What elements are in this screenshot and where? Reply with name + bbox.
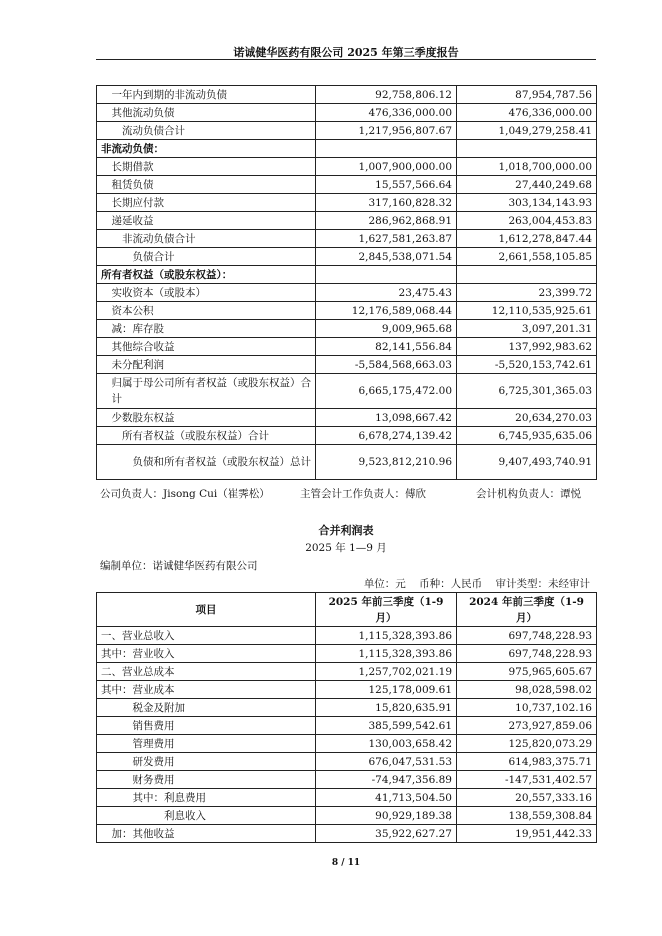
table-row <box>97 735 597 753</box>
current-value: 6,665,175,472.00 <box>316 374 457 409</box>
table-row <box>97 374 597 409</box>
prior-value: 23,399.72 <box>457 284 597 302</box>
table-row <box>97 825 597 843</box>
prior-value: 6,725,301,365.03 <box>457 374 597 409</box>
row-label: 管理费用 <box>97 735 316 753</box>
row-label: 非流动负债： <box>97 140 316 158</box>
table-row <box>97 230 597 248</box>
row-label: 递延收益 <box>97 212 316 230</box>
table-row <box>97 248 597 266</box>
current-value: 286,962,868.91 <box>316 212 457 230</box>
current-value: 130,003,658.42 <box>316 735 457 753</box>
row-label: 其中：营业成本 <box>97 681 316 699</box>
current-value: 6,678,274,139.42 <box>316 427 457 445</box>
row-label: 一、营业总收入 <box>97 627 316 645</box>
row-label: 负债合计 <box>97 248 316 266</box>
current-value: -74,947,356.89 <box>316 771 457 789</box>
prior-value: 10,737,102.16 <box>457 699 597 717</box>
prior-value: 20,634,270.03 <box>457 409 597 427</box>
current-value: 12,176,589,068.44 <box>316 302 457 320</box>
current-value: 35,922,627.27 <box>316 825 457 843</box>
prior-value: 125,820,073.29 <box>457 735 597 753</box>
table-row <box>97 427 597 445</box>
row-label: 研发费用 <box>97 753 316 771</box>
table-row <box>97 663 597 681</box>
row-label: 归属于母公司所有者权益（或股东权益）合计 <box>97 374 316 409</box>
prior-value: 303,134,143.93 <box>457 194 597 212</box>
current-value: 82,141,556.84 <box>316 338 457 356</box>
table-row <box>97 717 597 735</box>
table-row <box>97 194 597 212</box>
company-head: 公司负责人：Jisong Cui（崔霁松） <box>100 488 270 500</box>
current-value: 15,820,635.91 <box>316 699 457 717</box>
income-statement-title: 合并利润表 <box>318 524 374 537</box>
table-row <box>97 158 597 176</box>
current-value: 125,178,009.61 <box>316 681 457 699</box>
current-value: 1,115,328,393.86 <box>316 645 457 663</box>
prior-value: 20,557,333.16 <box>457 789 597 807</box>
current-value: 317,160,828.32 <box>316 194 457 212</box>
preparing-company: 编制单位：诺诚健华医药有限公司 <box>100 560 258 572</box>
current-value: 1,257,702,021.19 <box>316 663 457 681</box>
current-value: 1,627,581,263.87 <box>316 230 457 248</box>
income-statement-period: 2025 年 1—9 月 <box>305 542 387 554</box>
prior-value: 6,745,935,635.06 <box>457 427 597 445</box>
table-row <box>97 356 597 374</box>
prior-value: 98,028,598.02 <box>457 681 597 699</box>
prior-value: 476,336,000.00 <box>457 104 597 122</box>
prior-value: 87,954,787.56 <box>457 86 597 104</box>
accounting-dept-head: 会计机构负责人：谭悦 <box>476 488 581 500</box>
prior-value: 12,110,535,925.61 <box>457 302 597 320</box>
prior-value: 1,612,278,847.44 <box>457 230 597 248</box>
prior-value <box>457 266 597 284</box>
table-row <box>97 771 597 789</box>
table-row <box>97 681 597 699</box>
prior-value: 9,407,493,740.91 <box>457 445 597 480</box>
row-label: 长期应付款 <box>97 194 316 212</box>
row-label: 其他流动负债 <box>97 104 316 122</box>
prior-value: -5,520,153,742.61 <box>457 356 597 374</box>
table-row <box>97 266 597 284</box>
row-label: 非流动负债合计 <box>97 230 316 248</box>
row-label: 财务费用 <box>97 771 316 789</box>
accounting-head: 主管会计工作负责人：傅欣 <box>300 488 426 500</box>
report-header: 诺诚健华医药有限公司 2025 年第三季度报告 <box>233 46 459 59</box>
current-value <box>316 266 457 284</box>
table-row <box>97 140 597 158</box>
row-label: 销售费用 <box>97 717 316 735</box>
current-value: 9,523,812,210.96 <box>316 445 457 480</box>
prior-value: 273,927,859.06 <box>457 717 597 735</box>
prior-value: 2,661,558,105.85 <box>457 248 597 266</box>
prior-value: 27,440,249.68 <box>457 176 597 194</box>
prior-value <box>457 140 597 158</box>
row-label: 流动负债合计 <box>97 122 316 140</box>
table-row <box>97 176 597 194</box>
balance-sheet-table <box>96 85 597 480</box>
prior-value: 137,992,983.62 <box>457 338 597 356</box>
prior-value: 697,748,228.93 <box>457 645 597 663</box>
row-label: 利息收入 <box>97 807 316 825</box>
current-value: 476,336,000.00 <box>316 104 457 122</box>
current-value: -5,584,568,663.03 <box>316 356 457 374</box>
row-label: 二、营业总成本 <box>97 663 316 681</box>
row-label: 减：库存股 <box>97 320 316 338</box>
table-row <box>97 753 597 771</box>
page-number: 8 / 11 <box>331 858 361 868</box>
table-row <box>97 86 597 104</box>
prior-value: 19,951,442.33 <box>457 825 597 843</box>
prior-value: -147,531,402.57 <box>457 771 597 789</box>
current-value: 92,758,806.12 <box>316 86 457 104</box>
row-label: 所有者权益（或股东权益）合计 <box>97 427 316 445</box>
table-row <box>97 627 597 645</box>
current-value <box>316 140 457 158</box>
table-row <box>97 807 597 825</box>
table-row <box>97 320 597 338</box>
prior-value: 697,748,228.93 <box>457 627 597 645</box>
col-prior-header: 2024 年前三季度（1-9 月） <box>457 593 597 627</box>
col-current-header: 2025 年前三季度（1-9 月） <box>316 593 457 627</box>
table-row <box>97 645 597 663</box>
row-label: 实收资本（或股本） <box>97 284 316 302</box>
row-label: 长期借款 <box>97 158 316 176</box>
row-label: 其中：营业收入 <box>97 645 316 663</box>
row-label: 资本公积 <box>97 302 316 320</box>
table-row <box>97 409 597 427</box>
current-value: 41,713,504.50 <box>316 789 457 807</box>
current-value: 385,599,542.61 <box>316 717 457 735</box>
current-value: 676,047,531.53 <box>316 753 457 771</box>
prior-value: 263,004,453.83 <box>457 212 597 230</box>
table-row <box>97 122 597 140</box>
table-row <box>97 445 597 480</box>
prior-value: 1,049,279,258.41 <box>457 122 597 140</box>
header-divider <box>96 59 596 60</box>
table-row <box>97 284 597 302</box>
table-row <box>97 212 597 230</box>
row-label: 所有者权益（或股东权益）： <box>97 266 316 284</box>
table-row <box>97 302 597 320</box>
current-value: 15,557,566.64 <box>316 176 457 194</box>
table-row <box>97 338 597 356</box>
current-value: 13,098,667.42 <box>316 409 457 427</box>
currency-label: 币种：人民币 <box>419 578 483 590</box>
row-label: 加：其他收益 <box>97 825 316 843</box>
col-item-header: 项目 <box>97 593 316 627</box>
row-label: 未分配利润 <box>97 356 316 374</box>
unit-line <box>354 576 590 591</box>
row-label: 其中：利息费用 <box>97 789 316 807</box>
income-statement-table <box>96 592 597 843</box>
table-header-row <box>97 593 597 627</box>
table-row <box>97 789 597 807</box>
prior-value: 3,097,201.31 <box>457 320 597 338</box>
current-value: 23,475.43 <box>316 284 457 302</box>
row-label: 一年内到期的非流动负债 <box>97 86 316 104</box>
current-value: 1,007,900,000.00 <box>316 158 457 176</box>
row-label: 税金及附加 <box>97 699 316 717</box>
current-value: 2,845,538,071.54 <box>316 248 457 266</box>
prior-value: 138,559,308.84 <box>457 807 597 825</box>
row-label: 少数股东权益 <box>97 409 316 427</box>
current-value: 1,217,956,807.67 <box>316 122 457 140</box>
current-value: 9,009,965.68 <box>316 320 457 338</box>
row-label: 其他综合收益 <box>97 338 316 356</box>
prior-value: 1,018,700,000.00 <box>457 158 597 176</box>
table-row <box>97 699 597 717</box>
row-label: 负债和所有者权益（或股东权益）总计 <box>97 445 316 480</box>
current-value: 1,115,328,393.86 <box>316 627 457 645</box>
table-row <box>97 104 597 122</box>
row-label: 租赁负债 <box>97 176 316 194</box>
unit-label: 单位：元 <box>363 578 406 590</box>
current-value: 90,929,189.38 <box>316 807 457 825</box>
prior-value: 614,983,375.71 <box>457 753 597 771</box>
prior-value: 975,965,605.67 <box>457 663 597 681</box>
audit-type-label: 审计类型：未经审计 <box>495 578 590 590</box>
